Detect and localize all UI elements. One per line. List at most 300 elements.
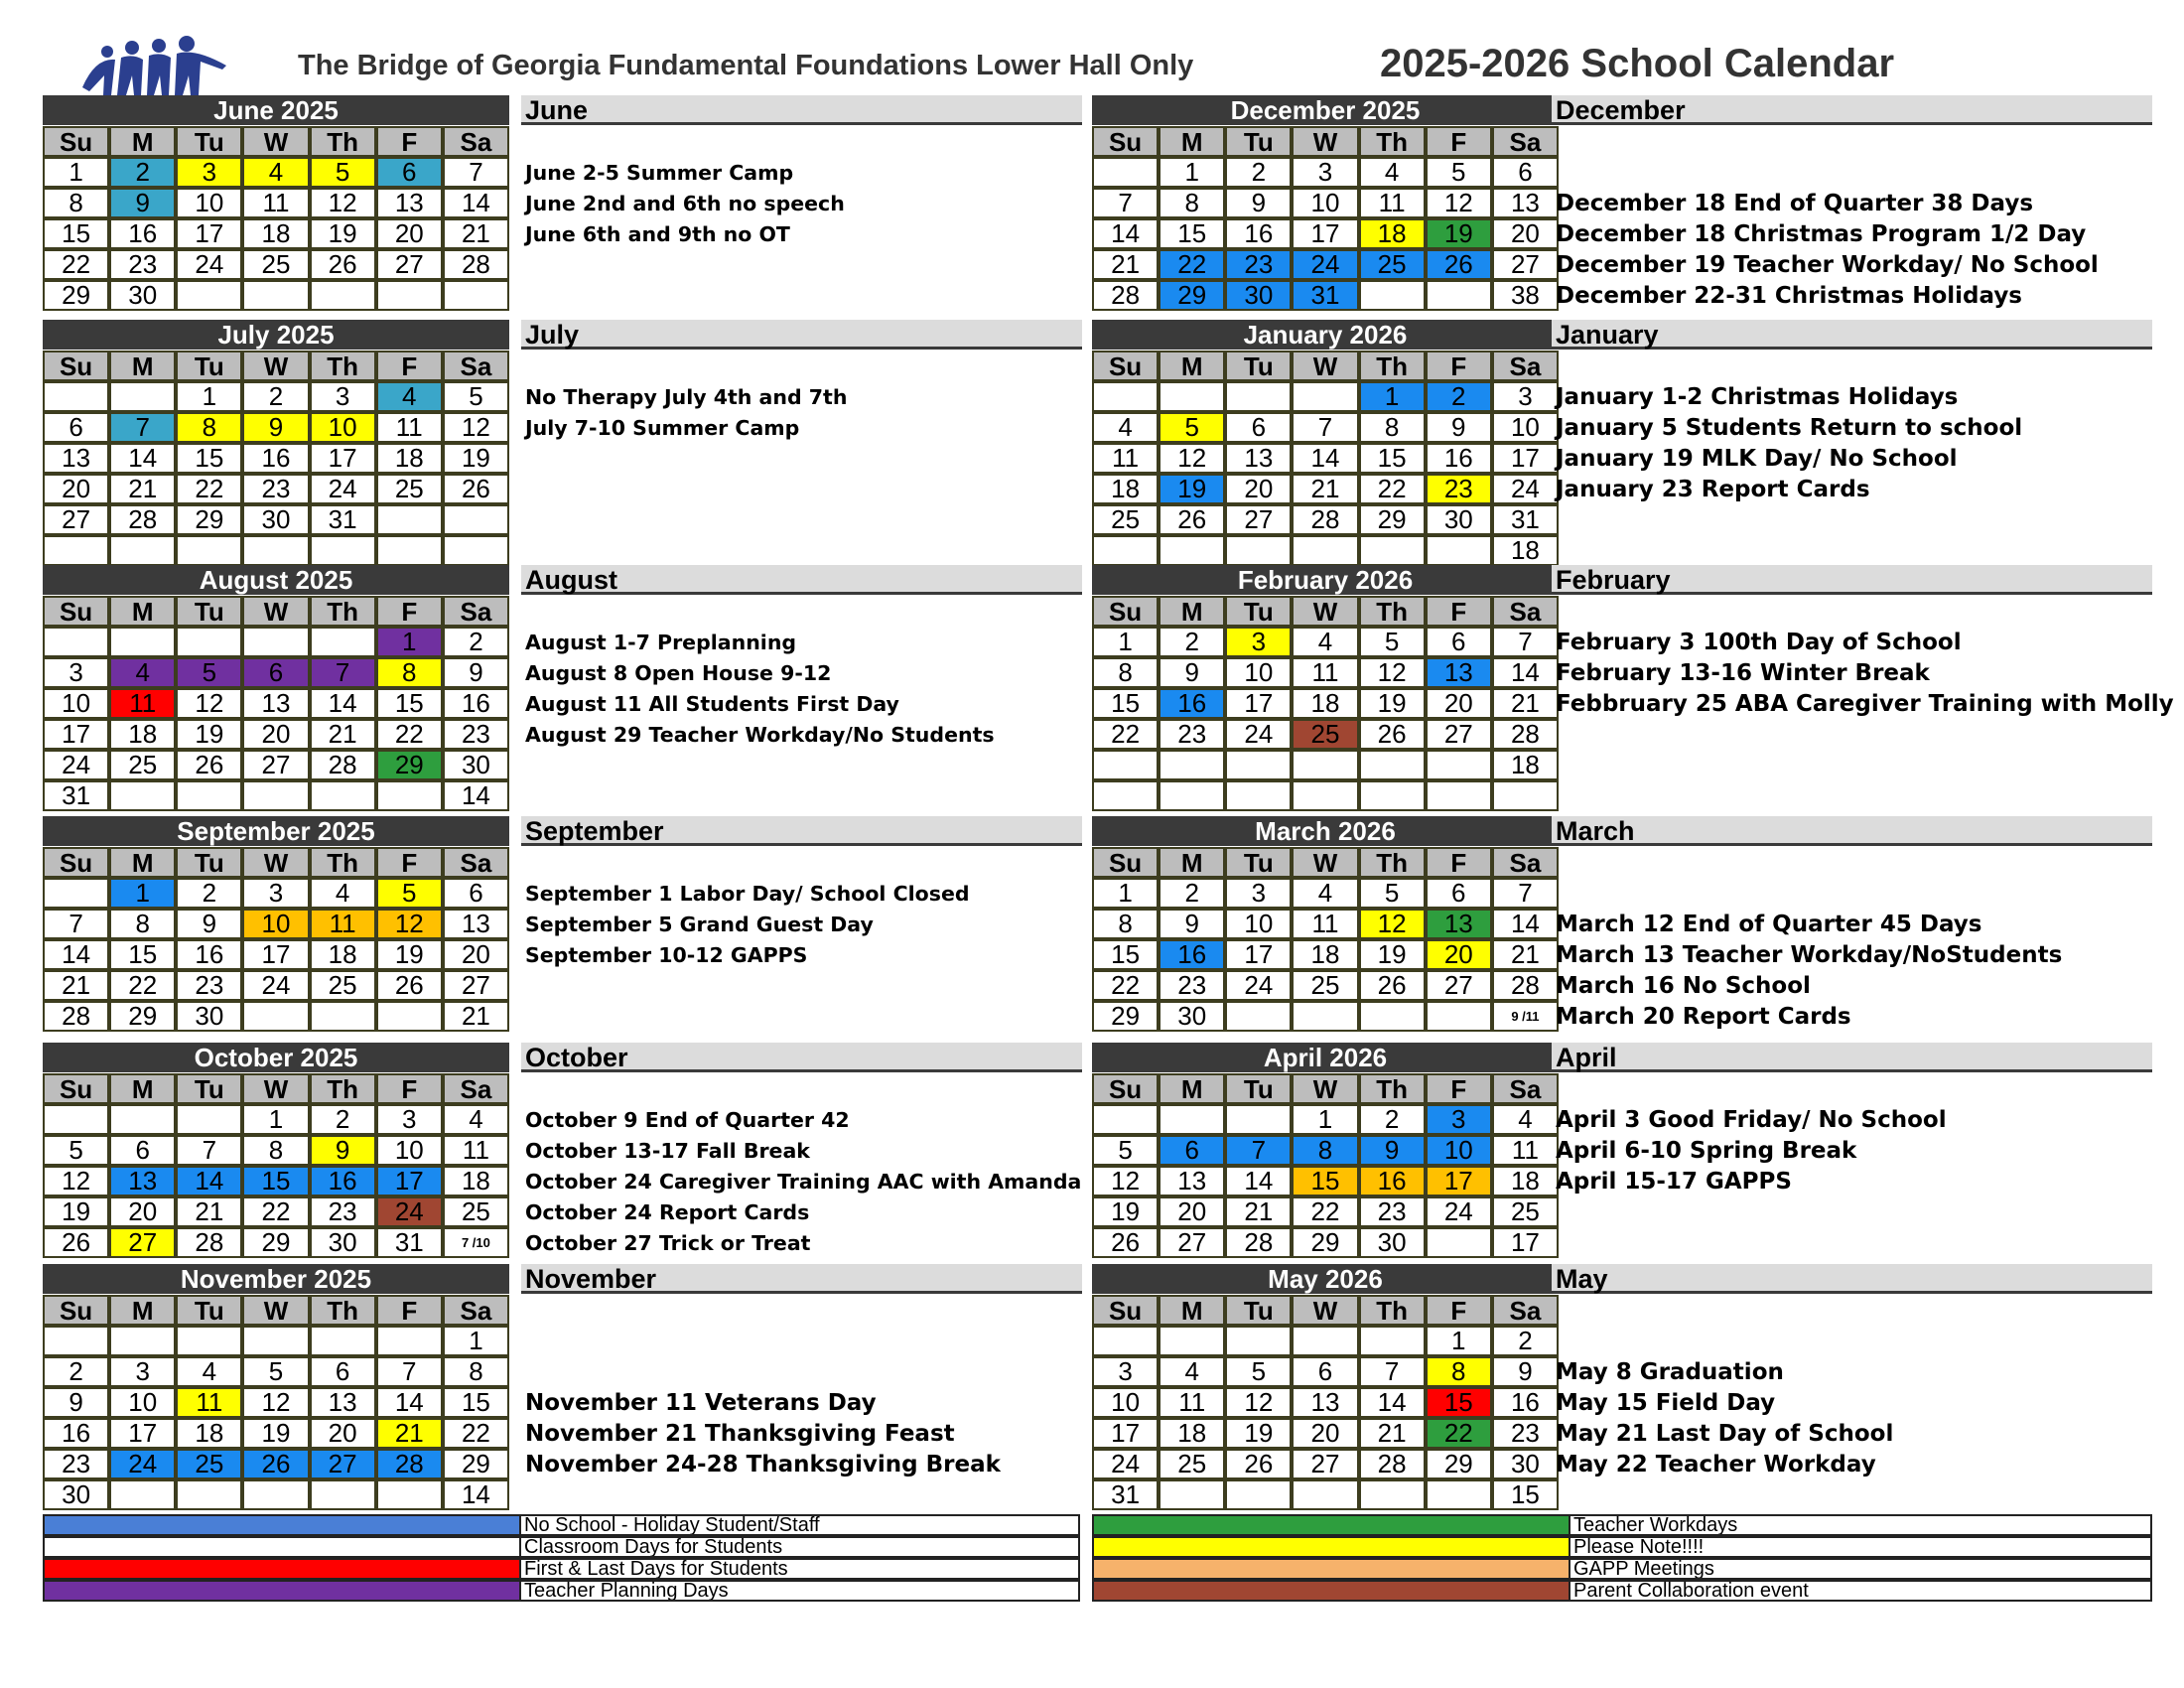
day-cell: [376, 535, 443, 566]
weekday-header: Th: [1359, 847, 1426, 878]
day-cell: 15: [1159, 218, 1225, 249]
day-cell: [1225, 1326, 1292, 1356]
day-cell: 1: [1159, 157, 1225, 188]
day-cell: 13: [376, 188, 443, 218]
events-header-april: April: [1552, 1043, 2152, 1072]
day-cell: 27: [1492, 249, 1559, 280]
day-cell: 2: [1225, 157, 1292, 188]
day-cell: [376, 1326, 443, 1356]
day-cell: 23: [1359, 1196, 1426, 1227]
event-item: December 18 End of Quarter 38 Days: [1556, 191, 2034, 216]
event-item: May 22 Teacher Workday: [1556, 1452, 1876, 1477]
month-title: June 2025: [43, 95, 509, 125]
weekday-header: M: [1159, 126, 1225, 157]
weekday-header: Su: [43, 596, 109, 627]
day-cell: [242, 280, 309, 311]
day-cell: 1: [109, 878, 176, 909]
day-cell: [1359, 750, 1426, 780]
events-header-july: July: [521, 320, 1082, 350]
day-cell: 19: [176, 719, 242, 750]
day-cell: 21: [1092, 249, 1159, 280]
day-cell: [1426, 280, 1492, 311]
weekday-header: W: [242, 596, 309, 627]
day-cell: 22: [1359, 474, 1426, 504]
event-item: February 3 100th Day of School: [1556, 630, 1962, 655]
event-item: June 2nd and 6th no speech: [525, 192, 845, 215]
weekday-header: W: [1292, 351, 1358, 381]
day-cell: 13: [1159, 1166, 1225, 1196]
day-cell: [376, 504, 443, 535]
day-cell: 16: [109, 218, 176, 249]
events-list-august: [525, 628, 995, 751]
day-cell: 8: [1292, 1135, 1358, 1166]
day-cell: 10: [1292, 188, 1358, 218]
day-cell: 4: [1159, 1356, 1225, 1387]
day-cell: 27: [1426, 719, 1492, 750]
day-cell: 4: [109, 657, 176, 688]
day-cell: 18: [242, 218, 309, 249]
day-cell: 29: [242, 1227, 309, 1258]
day-cell: 5: [1359, 627, 1426, 657]
day-cell: 3: [43, 657, 109, 688]
day-cell: [1359, 535, 1426, 566]
month-grid-march: [1092, 816, 1559, 1032]
day-cell: 2: [1159, 627, 1225, 657]
day-cell: 5: [376, 878, 443, 909]
day-cell: 2: [176, 878, 242, 909]
day-cell: 31: [1092, 1479, 1159, 1510]
legend-label: First & Last Days for Students: [521, 1558, 1080, 1580]
day-cell: 8: [176, 412, 242, 443]
day-cell: 24: [1225, 719, 1292, 750]
day-cell: 5: [242, 1356, 309, 1387]
day-cell: 7: [1492, 878, 1559, 909]
day-cell: 30: [109, 280, 176, 311]
events-list-november: [525, 1388, 1001, 1480]
day-cell: 28: [43, 1001, 109, 1032]
day-cell: 29: [1292, 1227, 1358, 1258]
day-cell: [242, 627, 309, 657]
day-cell: 28: [443, 249, 509, 280]
day-cell: 6: [1492, 157, 1559, 188]
day-cell: 19: [1359, 939, 1426, 970]
day-cell: 4: [310, 878, 376, 909]
day-cell: 12: [1359, 909, 1426, 939]
month-grid-july: [43, 320, 509, 566]
day-cell: 23: [1159, 970, 1225, 1001]
day-cell: [1159, 381, 1225, 412]
weekday-header: Th: [310, 1073, 376, 1104]
day-cell: 31: [1492, 504, 1559, 535]
event-item: April 3 Good Friday/ No School: [1556, 1107, 1947, 1133]
event-item: May 15 Field Day: [1556, 1390, 1776, 1416]
month-grid-september: [43, 816, 509, 1032]
events-list-december: [1556, 189, 2099, 312]
day-cell: 30: [176, 1001, 242, 1032]
day-cell: 13: [1225, 443, 1292, 474]
day-cell: 2: [109, 157, 176, 188]
day-cell: 19: [43, 1196, 109, 1227]
weekday-header: F: [1426, 1295, 1492, 1326]
day-cell: 3: [1225, 878, 1292, 909]
day-cell: 16: [1359, 1166, 1426, 1196]
day-cell: [176, 780, 242, 811]
day-cell: 8: [1359, 412, 1426, 443]
weekday-header: Su: [1092, 126, 1159, 157]
day-cell: 19: [1359, 688, 1426, 719]
day-cell: 3: [310, 381, 376, 412]
day-cell: 19: [242, 1418, 309, 1449]
day-cell: [1092, 381, 1159, 412]
day-cell: [443, 535, 509, 566]
day-cell: 6: [242, 657, 309, 688]
month-title: November 2025: [43, 1264, 509, 1294]
day-cell: [310, 280, 376, 311]
weekday-header: Su: [1092, 596, 1159, 627]
day-cell: [1159, 1104, 1225, 1135]
events-list-july: [525, 382, 847, 444]
day-cell: 21: [43, 970, 109, 1001]
events-list-june: [525, 158, 845, 250]
day-cell: 8: [443, 1356, 509, 1387]
weekday-header: Th: [310, 126, 376, 157]
day-cell: 16: [1159, 688, 1225, 719]
day-cell: [310, 780, 376, 811]
events-list-march: [1556, 879, 2062, 1033]
day-cell: 1: [1359, 381, 1426, 412]
day-cell: 21: [1359, 1418, 1426, 1449]
event-item: March 13 Teacher Workday/NoStudents: [1556, 942, 2063, 968]
day-cell: 31: [376, 1227, 443, 1258]
day-cell: 8: [1159, 188, 1225, 218]
day-cell: 17: [43, 719, 109, 750]
day-cell: [1225, 381, 1292, 412]
day-cell: 13: [242, 688, 309, 719]
weekday-header: W: [242, 351, 309, 381]
day-cell: [43, 535, 109, 566]
weekday-header: Th: [310, 1295, 376, 1326]
day-cell: [43, 627, 109, 657]
events-list-october: [525, 1105, 1081, 1259]
events-header-may: May: [1552, 1264, 2152, 1294]
events-header-september: September: [521, 816, 1082, 846]
day-cell: [1292, 1326, 1358, 1356]
event-item: January 1-2 Christmas Holidays: [1556, 384, 1959, 410]
event-item: November 11 Veterans Day: [525, 1390, 877, 1416]
day-cell: 20: [1426, 688, 1492, 719]
day-cell: 18: [1159, 1418, 1225, 1449]
day-cell: 10: [1225, 909, 1292, 939]
event-item: October 24 Caregiver Training AAC with Amanda: [525, 1170, 1082, 1194]
day-cell: 21: [1492, 939, 1559, 970]
day-cell: [1359, 780, 1426, 811]
day-cell: 9: [242, 412, 309, 443]
weekday-header: F: [1426, 126, 1492, 157]
month-grid-november: [43, 1264, 509, 1510]
day-cell: 18: [376, 443, 443, 474]
day-cell: [1426, 1001, 1492, 1032]
day-cell: 8: [376, 657, 443, 688]
month-grid-january: [1092, 320, 1559, 566]
legend-item: [1092, 1514, 2152, 1536]
day-cell: 17: [1426, 1166, 1492, 1196]
event-item: January 23 Report Cards: [1556, 477, 1870, 502]
day-cell: 30: [1159, 1001, 1225, 1032]
weekday-header: Su: [43, 351, 109, 381]
day-cell: 22: [1159, 249, 1225, 280]
day-cell: 17: [176, 218, 242, 249]
legend-label: Teacher Planning Days: [521, 1580, 1080, 1602]
day-cell: 16: [1159, 939, 1225, 970]
day-cell: [310, 1326, 376, 1356]
weekday-header: Su: [1092, 847, 1159, 878]
day-cell: 17: [1225, 688, 1292, 719]
month-grid-april: [1092, 1043, 1559, 1258]
day-cell: 26: [310, 249, 376, 280]
weekday-header: M: [109, 126, 176, 157]
events-list-april: [1556, 1105, 1947, 1197]
day-cell: 9: [1426, 412, 1492, 443]
events-header-june: June: [521, 95, 1082, 125]
day-cell: 6: [1426, 878, 1492, 909]
events-list-may: [1556, 1357, 1893, 1480]
weekday-header: Tu: [176, 596, 242, 627]
day-cell: [1159, 1479, 1225, 1510]
weekday-header: Th: [310, 351, 376, 381]
weekday-header: W: [1292, 847, 1358, 878]
day-cell: 16: [176, 939, 242, 970]
day-cell: 20: [1225, 474, 1292, 504]
day-cell: 23: [443, 719, 509, 750]
day-cell: 28: [176, 1227, 242, 1258]
month-title: May 2026: [1092, 1264, 1559, 1294]
weekday-header: M: [1159, 596, 1225, 627]
day-cell: 9: [1359, 1135, 1426, 1166]
day-cell: 9: [1159, 909, 1225, 939]
day-cell: 11: [176, 1387, 242, 1418]
day-cell: 14: [443, 188, 509, 218]
day-cell: [1292, 535, 1358, 566]
day-cell: 3: [1225, 627, 1292, 657]
day-cell: 7: [1292, 412, 1358, 443]
day-cell: 5: [443, 381, 509, 412]
day-cell: 19: [310, 218, 376, 249]
day-cell: 26: [43, 1227, 109, 1258]
legend-item: [43, 1514, 1080, 1536]
day-cell: 28: [376, 1449, 443, 1479]
event-item: November 24-28 Thanksgiving Break: [525, 1452, 1001, 1477]
weekday-header: Sa: [443, 1295, 509, 1326]
day-cell: 9 /11: [1492, 1001, 1559, 1032]
weekday-header: W: [1292, 1295, 1358, 1326]
weekday-header: Tu: [1225, 596, 1292, 627]
day-cell: 18: [1292, 939, 1358, 970]
day-cell: 18: [176, 1418, 242, 1449]
event-item: December 18 Christmas Program 1/2 Day: [1556, 221, 2087, 247]
day-cell: 20: [310, 1418, 376, 1449]
day-cell: 23: [1159, 719, 1225, 750]
events-list-february: [1556, 628, 2174, 720]
day-cell: 2: [443, 627, 509, 657]
day-cell: 7: [176, 1135, 242, 1166]
day-cell: 6: [109, 1135, 176, 1166]
day-cell: 27: [1159, 1227, 1225, 1258]
day-cell: 17: [376, 1166, 443, 1196]
day-cell: 9: [176, 909, 242, 939]
day-cell: 17: [310, 443, 376, 474]
day-cell: 21: [443, 1001, 509, 1032]
day-cell: 8: [1092, 909, 1159, 939]
day-cell: 12: [1225, 1387, 1292, 1418]
day-cell: 24: [43, 750, 109, 780]
day-cell: 12: [242, 1387, 309, 1418]
weekday-header: W: [1292, 126, 1358, 157]
day-cell: 7: [443, 157, 509, 188]
day-cell: 25: [1359, 249, 1426, 280]
day-cell: 1: [1426, 1326, 1492, 1356]
day-cell: 22: [176, 474, 242, 504]
day-cell: 27: [443, 970, 509, 1001]
day-cell: [376, 1001, 443, 1032]
day-cell: [443, 504, 509, 535]
day-cell: 10: [109, 1387, 176, 1418]
day-cell: 21: [443, 218, 509, 249]
day-cell: 13: [443, 909, 509, 939]
day-cell: [242, 535, 309, 566]
day-cell: 5: [1426, 157, 1492, 188]
day-cell: 13: [1426, 657, 1492, 688]
event-item: March 12 End of Quarter 45 Days: [1556, 912, 1982, 937]
day-cell: 22: [1292, 1196, 1358, 1227]
day-cell: 26: [176, 750, 242, 780]
weekday-header: Sa: [1492, 351, 1559, 381]
day-cell: 13: [310, 1387, 376, 1418]
day-cell: 27: [43, 504, 109, 535]
day-cell: [310, 1001, 376, 1032]
day-cell: [1292, 1001, 1358, 1032]
day-cell: 26: [1092, 1227, 1159, 1258]
day-cell: [176, 1479, 242, 1510]
day-cell: 8: [109, 909, 176, 939]
day-cell: 13: [109, 1166, 176, 1196]
day-cell: [1092, 750, 1159, 780]
event-item: December 19 Teacher Workday/ No School: [1556, 252, 2099, 278]
weekday-header: M: [109, 596, 176, 627]
day-cell: 22: [1092, 719, 1159, 750]
day-cell: 24: [176, 249, 242, 280]
weekday-header: Th: [1359, 126, 1426, 157]
day-cell: [1292, 381, 1358, 412]
day-cell: 3: [242, 878, 309, 909]
day-cell: 21: [176, 1196, 242, 1227]
day-cell: 25: [310, 970, 376, 1001]
day-cell: 22: [1092, 970, 1159, 1001]
weekday-header: F: [376, 126, 443, 157]
day-cell: 27: [1426, 970, 1492, 1001]
day-cell: 24: [1092, 1449, 1159, 1479]
day-cell: 7: [1359, 1356, 1426, 1387]
day-cell: 5: [1159, 412, 1225, 443]
month-title: July 2025: [43, 320, 509, 350]
day-cell: 28: [1359, 1449, 1426, 1479]
weekday-header: Tu: [1225, 1295, 1292, 1326]
day-cell: 30: [443, 750, 509, 780]
day-cell: 9: [43, 1387, 109, 1418]
day-cell: 27: [109, 1227, 176, 1258]
weekday-header: F: [1426, 351, 1492, 381]
day-cell: 1: [1092, 627, 1159, 657]
day-cell: 11: [376, 412, 443, 443]
weekday-header: Sa: [443, 596, 509, 627]
day-cell: 14: [1092, 218, 1159, 249]
weekday-header: Sa: [1492, 1295, 1559, 1326]
event-item: April 6-10 Spring Break: [1556, 1138, 1857, 1164]
day-cell: [1292, 750, 1358, 780]
day-cell: [176, 627, 242, 657]
day-cell: 10: [376, 1135, 443, 1166]
day-cell: 5: [43, 1135, 109, 1166]
day-cell: 15: [1092, 688, 1159, 719]
day-cell: [443, 280, 509, 311]
day-cell: 17: [1492, 443, 1559, 474]
day-cell: 6: [376, 157, 443, 188]
day-cell: 14: [1225, 1166, 1292, 1196]
weekday-header: F: [376, 1073, 443, 1104]
day-cell: 7: [310, 657, 376, 688]
day-cell: 12: [1159, 443, 1225, 474]
legend-label: Please Note!!!!: [1570, 1536, 2152, 1558]
day-cell: [109, 1326, 176, 1356]
event-item: October 13-17 Fall Break: [525, 1139, 810, 1163]
day-cell: 5: [1092, 1135, 1159, 1166]
legend-item: [1092, 1580, 2152, 1602]
event-item: June 6th and 9th no OT: [525, 222, 790, 246]
weekday-header: W: [1292, 1073, 1358, 1104]
day-cell: [43, 381, 109, 412]
day-cell: 14: [443, 1479, 509, 1510]
day-cell: 24: [1492, 474, 1559, 504]
day-cell: 30: [1359, 1227, 1426, 1258]
legend-swatch: [1092, 1514, 1570, 1536]
day-cell: 10: [1092, 1387, 1159, 1418]
weekday-header: M: [109, 847, 176, 878]
day-cell: 25: [1092, 504, 1159, 535]
weekday-header: M: [109, 1295, 176, 1326]
event-item: October 9 End of Quarter 42: [525, 1108, 850, 1132]
day-cell: 20: [1492, 218, 1559, 249]
day-cell: 19: [1225, 1418, 1292, 1449]
day-cell: 24: [1225, 970, 1292, 1001]
day-cell: 15: [443, 1387, 509, 1418]
day-cell: 11: [1492, 1135, 1559, 1166]
day-cell: 15: [1426, 1387, 1492, 1418]
events-header-december: December: [1552, 95, 2152, 125]
day-cell: 10: [1492, 412, 1559, 443]
day-cell: 31: [310, 504, 376, 535]
day-cell: 29: [1092, 1001, 1159, 1032]
event-item: January 19 MLK Day/ No School: [1556, 446, 1958, 472]
day-cell: 18: [1292, 688, 1358, 719]
event-item: October 24 Report Cards: [525, 1200, 810, 1224]
day-cell: 6: [1292, 1356, 1358, 1387]
weekday-header: Th: [1359, 1295, 1426, 1326]
day-cell: 28: [109, 504, 176, 535]
day-cell: 20: [109, 1196, 176, 1227]
day-cell: 30: [1426, 504, 1492, 535]
day-cell: [176, 1326, 242, 1356]
day-cell: 18: [1092, 474, 1159, 504]
day-cell: 20: [242, 719, 309, 750]
